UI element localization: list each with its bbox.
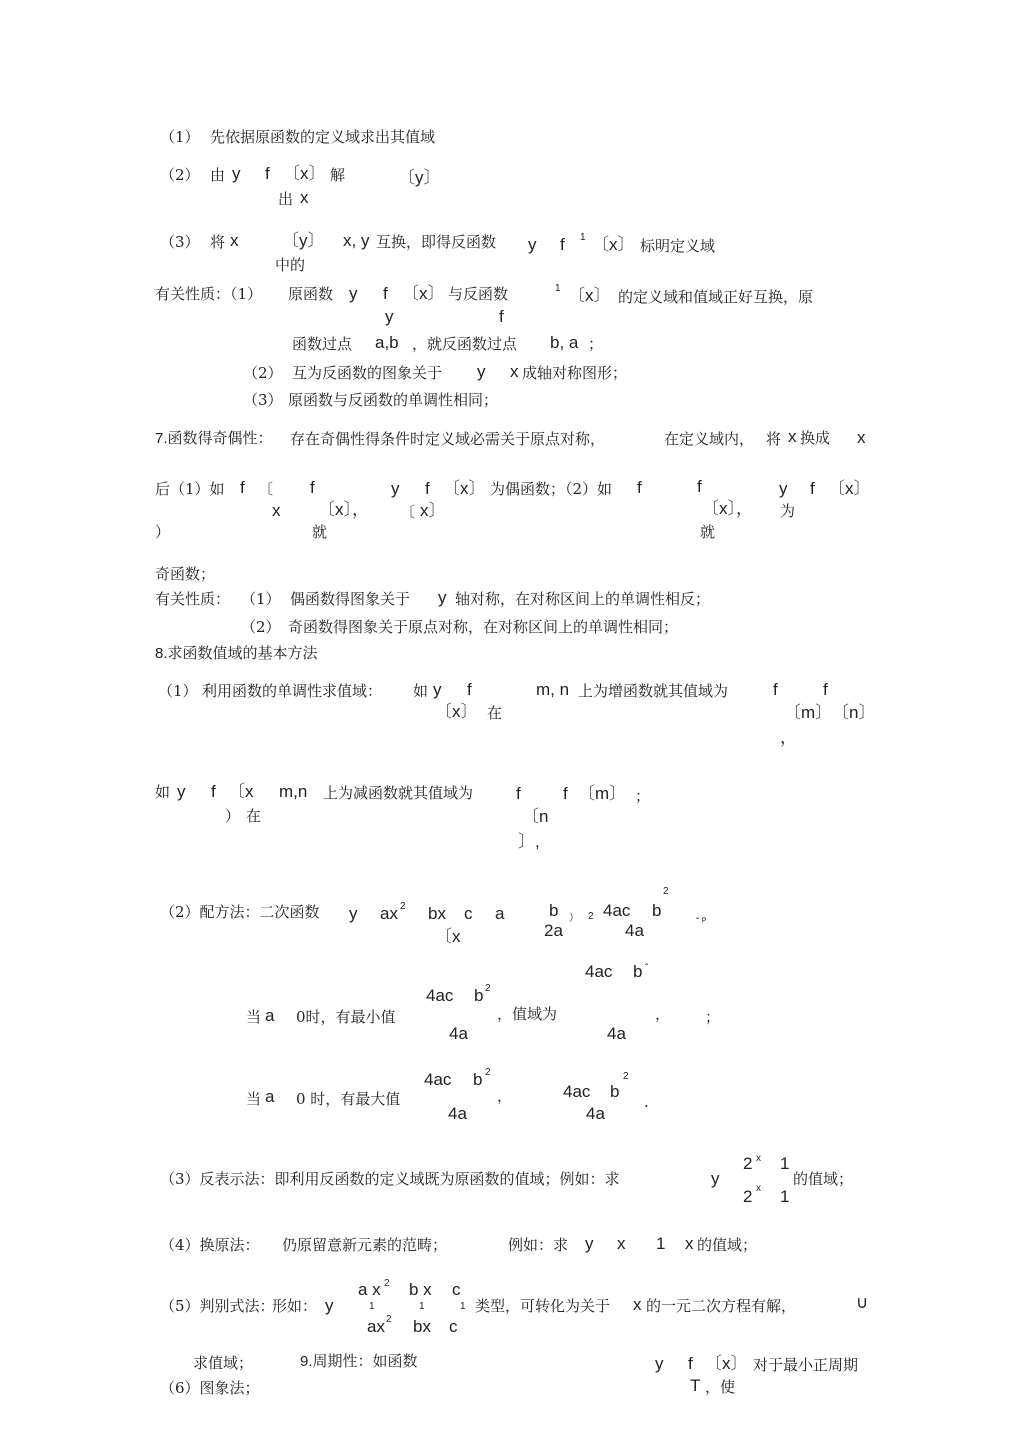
text: 0时，有最小值: [296, 1008, 396, 1026]
text: ∪: [856, 1293, 869, 1312]
text: 如: [413, 682, 429, 700]
text: 标明定义域: [640, 237, 716, 255]
math-expr: 4ac: [426, 986, 454, 1005]
superscript: 2: [384, 1278, 390, 1289]
math-var: f: [697, 477, 702, 496]
text: ，: [655, 1005, 671, 1023]
math-var: a: [495, 904, 505, 923]
math-var: y: [385, 307, 394, 326]
math-var: b: [652, 901, 662, 920]
math-expr: 4a: [449, 1024, 468, 1043]
math-expr: 〔x〕: [592, 235, 635, 254]
subscript: 1: [460, 1301, 466, 1312]
section-heading: 7.函数得奇偶性：: [155, 430, 273, 447]
text: ）: [155, 523, 171, 541]
math-expr: 〔y〕: [398, 168, 441, 187]
math-expr: 4a: [448, 1104, 467, 1123]
math-var: f: [773, 680, 778, 699]
math-expr: 4ac: [563, 1082, 591, 1101]
superscript: 2: [588, 911, 594, 922]
math-var: x: [617, 1234, 626, 1253]
text: 互换，即得反函数: [376, 233, 497, 251]
text: 就: [700, 523, 716, 541]
math-var: x: [510, 362, 519, 381]
math-expr: 1: [780, 1154, 790, 1173]
math-expr: 〔m〕: [578, 784, 627, 803]
text: 在: [487, 704, 503, 722]
text: 0 时，有最大值: [296, 1090, 401, 1108]
text: 函数过点: [292, 335, 353, 353]
math-var: f: [240, 478, 245, 497]
text: 原函数: [288, 285, 334, 303]
text: 奇函数得图象关于原点对称，在对称区间上的单调性相同；: [288, 618, 679, 636]
text: 有关性质：（1）: [155, 285, 263, 303]
math-var: x: [857, 428, 866, 447]
math-expr: a x: [358, 1280, 381, 1299]
text: ）: [569, 913, 579, 924]
text: （6）图象法；: [160, 1379, 260, 1397]
math-var: b: [610, 1082, 620, 1101]
math-var: x: [300, 188, 309, 207]
math-var: y: [477, 362, 486, 381]
text: 当: [246, 1090, 262, 1108]
item-number: （2）: [241, 618, 281, 636]
text: 上为减函数就其值域为: [323, 784, 474, 802]
text: ，就反函数过点: [412, 335, 518, 353]
text: 的定义域和值域正好互换，原: [618, 288, 814, 306]
text: 互为反函数的图象关于: [292, 364, 443, 382]
math-expr: 4ac: [585, 962, 613, 981]
math-expr: 〔x〕: [828, 479, 871, 498]
math-var: f: [688, 1354, 693, 1373]
text: ；: [705, 1008, 721, 1026]
math-expr: x〕: [420, 501, 446, 520]
item-number: （3）: [243, 391, 283, 409]
math-var: c: [452, 1280, 461, 1299]
math-var: y: [391, 479, 400, 498]
text: 当: [246, 1008, 262, 1026]
math-expr: 〔x〕: [435, 702, 478, 721]
text: 形如：: [272, 1297, 318, 1315]
math-var: y: [349, 284, 358, 303]
math-var: y: [325, 1296, 334, 1315]
text: 有关性质：: [155, 590, 231, 608]
math-var: b: [474, 986, 484, 1005]
text: 解: [330, 166, 346, 184]
superscript: 2: [400, 901, 406, 912]
math-var: f: [310, 478, 315, 497]
math-expr: 2: [743, 1154, 753, 1173]
math-expr: 〔x: [228, 782, 254, 801]
superscript: x: [756, 1153, 761, 1164]
text: 成轴对称图形；: [522, 364, 628, 382]
text: 为偶函数；（2）如: [490, 480, 613, 498]
math-var: f: [499, 307, 504, 326]
math-expr: 4ac: [424, 1070, 452, 1089]
math-expr: bx: [413, 1317, 431, 1336]
math-var: y: [433, 680, 442, 699]
text: 换成: [800, 429, 831, 447]
text: 利用函数的单调性求值域：: [202, 682, 383, 700]
math-expr: 2a: [544, 921, 563, 940]
text: 例如：求: [508, 1236, 569, 1254]
text: 上为增函数就其值域为: [578, 682, 729, 700]
text: 就: [312, 523, 328, 541]
math-var: y: [349, 904, 358, 923]
text: 轴对称，在对称区间上的单调性相反；: [455, 590, 711, 608]
superscript: 2: [663, 886, 669, 897]
text: 〔: [258, 480, 274, 498]
text: （5）判别式法：: [160, 1297, 275, 1315]
math-expr: ax: [380, 904, 398, 923]
text: 的值域；: [697, 1236, 758, 1254]
text-line: 先依据原函数的定义域求出其值域: [210, 128, 436, 146]
math-var: a: [265, 1006, 275, 1025]
text: 原函数与反函数的单调性相同；: [288, 391, 499, 409]
math-expr: 〔n〕: [832, 703, 876, 722]
math-var: f: [563, 784, 568, 803]
text: ，值域为: [497, 1005, 558, 1023]
text: 后（1）如: [155, 480, 225, 498]
math-var: T: [690, 1376, 701, 1395]
text: ；: [588, 335, 604, 353]
text: （2）配方法：二次函数: [160, 903, 320, 921]
superscript: 2: [623, 1071, 629, 1082]
math-expr: 〔y〕: [282, 231, 325, 250]
math-expr: 〔x〕: [568, 286, 611, 305]
math-expr: ax: [367, 1317, 385, 1336]
item-number: （1）: [160, 128, 200, 146]
text: ）: [225, 807, 241, 825]
math-expr: 〔n: [522, 807, 549, 826]
text: 〕,: [518, 832, 540, 851]
math-var: f: [637, 478, 642, 497]
text: 如: [155, 783, 171, 801]
math-var: y: [438, 588, 447, 607]
text: 在定义域内，: [664, 430, 755, 448]
math-expr: 〔x〕: [705, 1354, 748, 1373]
math-expr: a,b: [375, 333, 399, 352]
text: （3）反表示法：即利用反函数的定义域既为原函数的值域；例如：求: [160, 1170, 620, 1188]
superscript: 2: [485, 1067, 491, 1078]
math-expr: 4a: [625, 921, 644, 940]
item-number: （2）: [243, 364, 283, 382]
math-var: f: [467, 680, 472, 699]
math-expr: 〔x〕: [402, 284, 445, 303]
math-var: x: [685, 1234, 694, 1253]
math-expr: 1: [780, 1187, 790, 1206]
text: 为: [780, 502, 796, 520]
math-var: y: [232, 164, 241, 183]
text: ，: [497, 1087, 513, 1105]
math-var: x: [633, 1295, 642, 1314]
text: 仍原留意新元素的范畴；: [282, 1236, 448, 1254]
math-expr: 4a: [586, 1104, 605, 1123]
math-var: x: [272, 501, 281, 520]
text: 对于最小正周期: [753, 1356, 859, 1374]
math-var: y: [779, 479, 788, 498]
subscript: 1: [419, 1301, 425, 1312]
text: 由: [210, 166, 226, 184]
math-expr: 4a: [607, 1024, 626, 1043]
superscript: ˆ: [645, 963, 649, 974]
math-expr: b, a: [550, 333, 579, 352]
math-expr: bx: [428, 904, 446, 923]
math-expr: b x: [409, 1280, 432, 1299]
superscript: 2: [485, 983, 491, 994]
superscript: 2: [386, 1314, 392, 1325]
math-var: f: [265, 164, 270, 183]
math-expr: x, y: [343, 231, 370, 250]
superscript: x: [756, 1183, 761, 1194]
math-var: b: [473, 1070, 483, 1089]
text: 求值域；: [193, 1354, 254, 1372]
item-number: （1）: [241, 590, 281, 608]
math-var: f: [516, 784, 521, 803]
text: 的值域；: [793, 1170, 854, 1188]
text: 〔: [400, 503, 416, 521]
math-var: f: [560, 235, 565, 254]
subscript: 1: [369, 1301, 375, 1312]
math-var: x: [230, 231, 239, 250]
section-heading: 8.求函数值域的基本方法: [155, 645, 318, 662]
math-expr: 1: [656, 1234, 666, 1253]
text: （4）换原法：: [160, 1236, 260, 1254]
math-expr: 〔x〕: [283, 164, 326, 183]
item-number: （3）: [160, 233, 200, 251]
math-var: a: [265, 1087, 275, 1106]
math-expr: 〔x〕，: [318, 500, 369, 519]
math-var: b: [633, 962, 643, 981]
math-expr: 〔x: [435, 927, 461, 946]
math-var: y: [585, 1234, 594, 1253]
superscript: 1: [555, 283, 561, 294]
math-var: x: [788, 427, 797, 446]
text: 出: [278, 190, 294, 208]
text: ，使: [705, 1378, 736, 1396]
superscript: 1: [580, 232, 586, 243]
math-expr: 2: [743, 1187, 753, 1206]
math-var: f: [823, 680, 828, 699]
text: 在: [246, 807, 262, 825]
text: 偶函数得图象关于: [290, 590, 411, 608]
math-expr: 4ac: [603, 901, 631, 920]
text: ；: [635, 787, 651, 805]
math-var: y: [177, 782, 186, 801]
math-var: b: [549, 901, 559, 920]
math-var: c: [464, 904, 473, 923]
math-expr: 〔x〕: [443, 479, 486, 498]
text: .: [644, 1093, 649, 1111]
text: 类型，可转化为关于: [475, 1297, 611, 1315]
item-number: （2）: [160, 166, 200, 184]
math-var: f: [383, 284, 388, 303]
math-expr: 〔m〕: [784, 703, 833, 722]
text: 的一元二次方程有解，: [646, 1297, 797, 1315]
text: 将: [210, 233, 226, 251]
section-heading: 9.周期性：如函数: [300, 1353, 418, 1370]
text: ，: [780, 728, 797, 747]
math-expr: m, n: [536, 680, 570, 699]
item-number: （1）: [158, 682, 198, 700]
text: 与反函数: [448, 285, 509, 303]
math-var: y: [655, 1354, 664, 1373]
text: 中的: [275, 256, 306, 274]
text: 存在奇偶性得条件时定义域必需关于原点对称，: [290, 430, 606, 448]
math-var: y: [711, 1169, 720, 1188]
text: ˇ ᴾ: [696, 917, 707, 928]
math-var: f: [211, 782, 216, 801]
math-expr: m,n: [279, 782, 308, 801]
math-var: f: [425, 479, 430, 498]
text: 将: [766, 430, 782, 448]
math-var: f: [810, 479, 815, 498]
text: 奇函数；: [155, 565, 216, 583]
math-var: c: [449, 1317, 458, 1336]
math-expr: 〔x〕，: [702, 499, 753, 518]
math-var: y: [528, 235, 537, 254]
